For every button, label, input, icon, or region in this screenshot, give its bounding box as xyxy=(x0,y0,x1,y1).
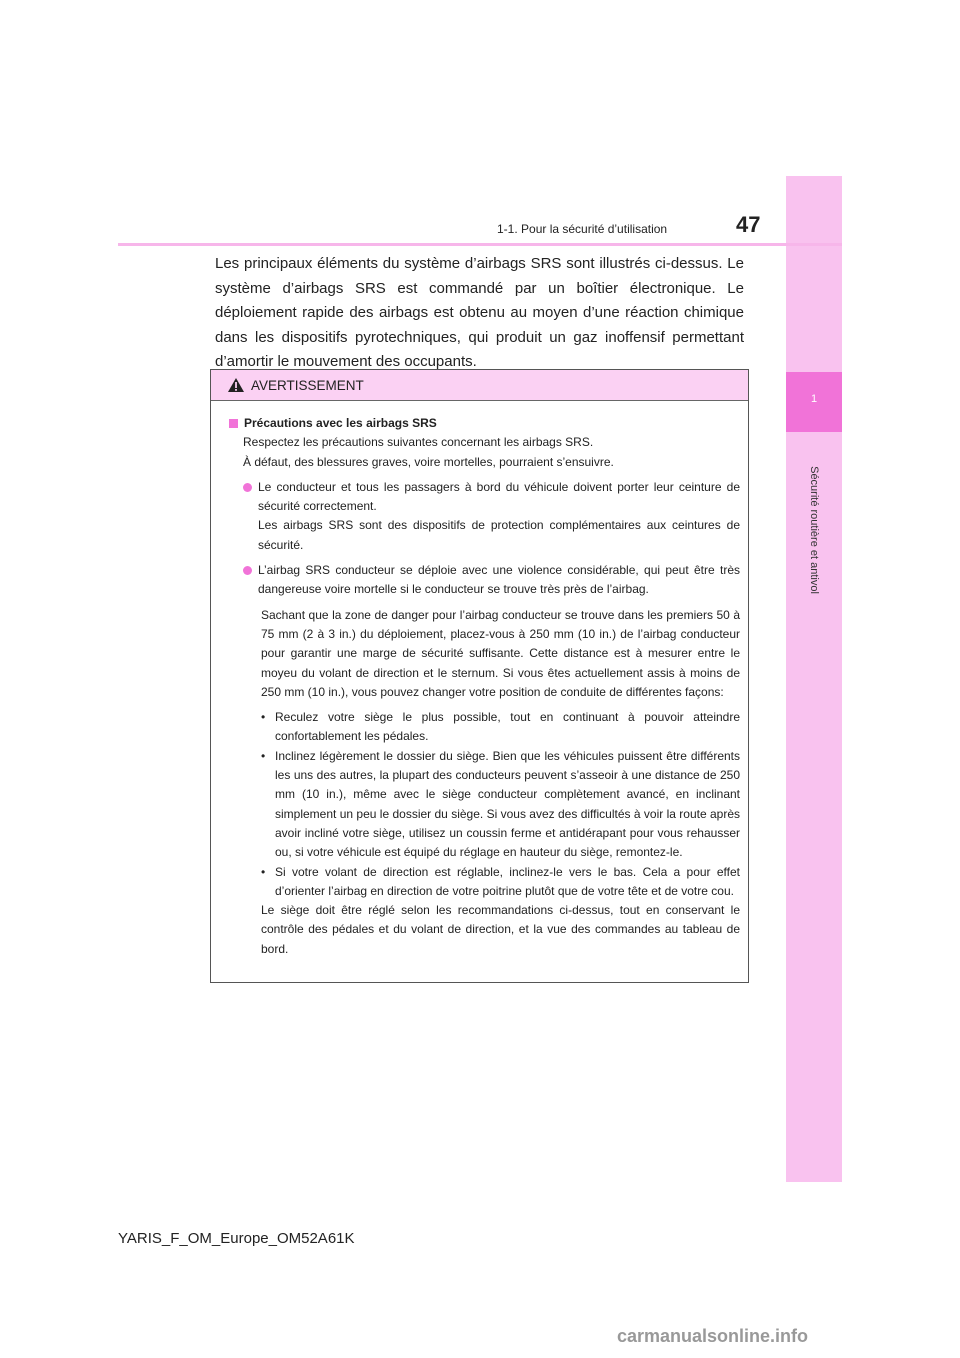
warning-body xyxy=(211,401,748,959)
bullet-line: L’airbag SRS conducteur se déploie avec une violence considérable, qui peut être très dangereuse voire mortelle si le conducteur se trouve très près de l’airbag. xyxy=(258,563,740,597)
lead-line: Respectez les précautions suivantes concernant les airbags SRS. xyxy=(243,435,594,450)
sub-list-item xyxy=(261,708,740,747)
document-code: YARIS_F_OM_Europe_OM52A61K xyxy=(118,1230,355,1247)
sub-bullet-mark: • xyxy=(261,710,266,725)
page-number: 47 xyxy=(736,212,761,237)
sub-bullet-mark: • xyxy=(261,748,266,763)
detail-paragraph: Sachant que la zone de danger pour l’airbag conducteur se trouve dans les premiers 50 à 75 mm (2 à 3 in.) du déploiement, placez-vous à 250 mm (10 in.) de l’airbag conducteur pour garantir une marge de sécurité suffisante. Cette distance est à mesurer entre le moyeu du volant de direction et le sternum. Si vous êtes actuellement assis à moins de 250 mm (10 in.), vous pouvez changer votre position de conduite de différentes façons: xyxy=(261,607,740,699)
circle-bullet-icon xyxy=(243,483,252,492)
header-divider xyxy=(118,243,842,246)
circle-bullet-icon xyxy=(243,566,252,575)
warning-title: AVERTISSEMENT xyxy=(251,377,364,393)
closing-paragraph: Le siège doit être réglé selon les recommandations ci-dessus, tout en conservant le contrôle des pédales et du volant de direction, et la vue des commandes au tableau de bord. xyxy=(261,903,740,956)
bullet-line: Le conducteur et tous les passagers à bord du véhicule doivent porter leur ceinture de sécurité correctement. xyxy=(258,479,740,514)
sub-list-text: Si votre volant de direction est réglable, inclinez-le vers le bas. Cela a pour effet d’orienter l’airbag en direction de votre poitrine plutôt que de votre tête et de votre cou. xyxy=(275,864,740,898)
chapter-title-vertical: Sécurité routière et antivol xyxy=(808,466,820,594)
sub-list-text: Reculez votre siège le plus possible, tout en continuant à pouvoir atteindre confortablement les pédales. xyxy=(275,710,740,744)
position-options-list xyxy=(229,708,740,901)
chapter-number-tab: 1 xyxy=(786,372,842,432)
chapter-side-tab xyxy=(786,176,842,1182)
bullet-line: Les airbags SRS sont des dispositifs de protection complémentaires aux ceintures de sécurité. xyxy=(258,518,740,552)
watermark: carmanualsonline.info xyxy=(617,1326,809,1346)
section-title: 1-1. Pour la sécurité d’utilisation xyxy=(497,222,668,236)
warning-box xyxy=(210,369,749,983)
lead-line: À défaut, des blessures graves, voire mortelles, pourraient s’ensuivre. xyxy=(243,454,614,469)
square-bullet-icon xyxy=(229,419,238,428)
sub-list-item xyxy=(261,747,740,863)
intro-paragraph: Les principaux éléments du système d’airbags SRS sont illustrés ci-dessus. Le système d’airbags SRS est commandé par un boîtier électronique. Le déploiement rapide des airbags est obtenu au moyen d’une réaction chimique dans les dispositifs pyrotechniques, qui produit un gaz inoffensif permettant d’amortir le mouvement des occupants. xyxy=(215,255,744,371)
warning-triangle-icon xyxy=(227,377,245,393)
circle-bullet-item xyxy=(229,561,740,600)
warning-header xyxy=(211,370,748,401)
precautions-heading xyxy=(229,414,740,433)
sub-bullet-mark: • xyxy=(261,864,266,879)
sub-list-item xyxy=(261,863,740,902)
circle-bullet-item xyxy=(229,478,740,555)
sub-list-text: Inclinez légèrement le dossier du siège. Bien que les véhicules puissent être différents les uns des autres, la plupart des conducteurs peuvent s’asseoir à une distance de 250 mm (10 in.), même avec le siège conducteur complètement avancé, en inclinant simplement un peu le dossier du siège. Si vous avez des difficultés à voir la route après avoir incliné votre siège, utilisez un coussin ferme et antidérapant pour vous rehausser ou, si votre véhicule est équipé du réglage en hauteur du siège, remontez-le. xyxy=(275,748,740,860)
precautions-heading-text: Précautions avec les airbags SRS xyxy=(244,416,437,430)
